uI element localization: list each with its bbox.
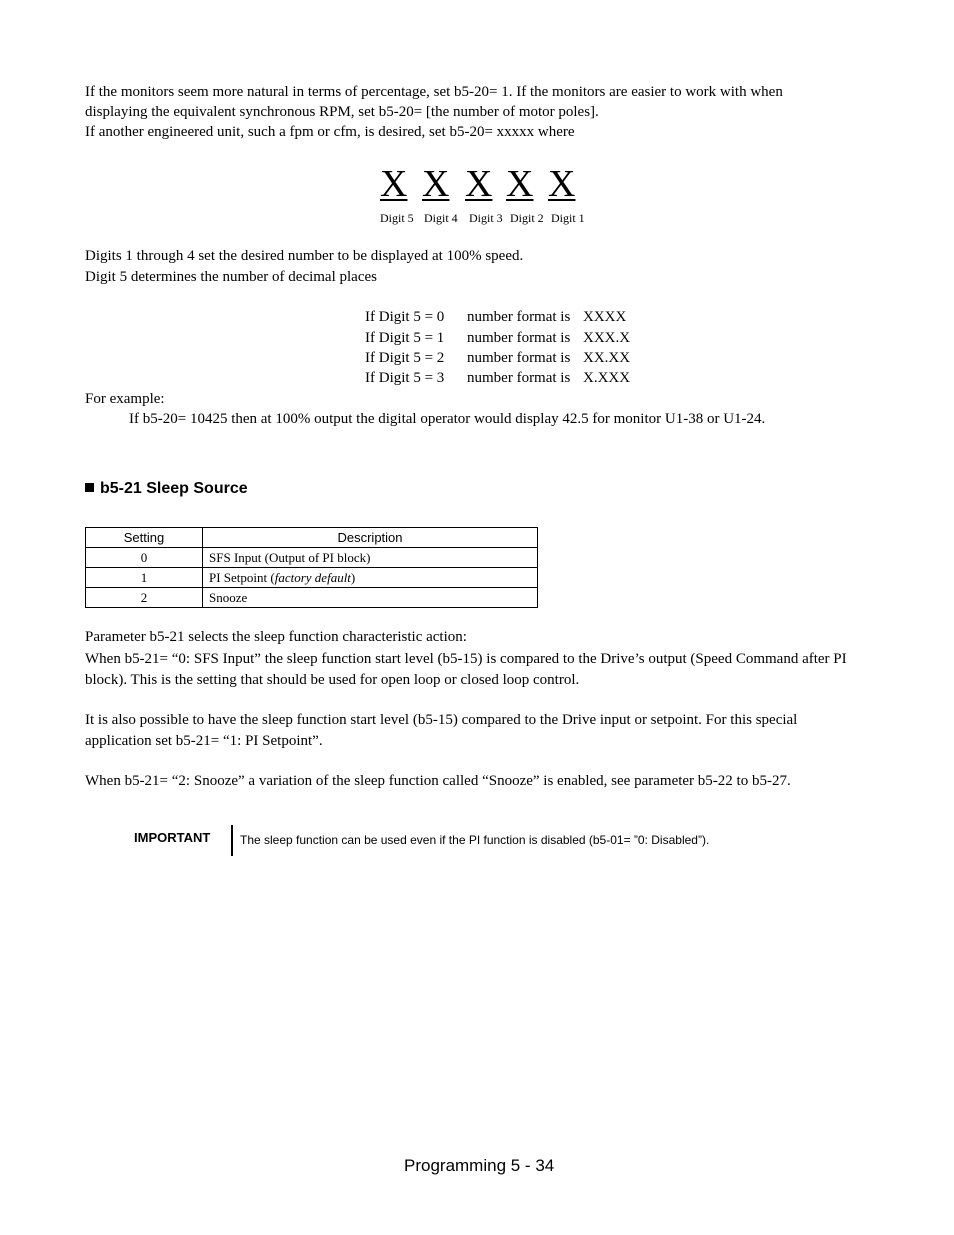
format-row: [365, 368, 630, 388]
digits-line-2: Digit 5 determines the number of decimal places: [85, 269, 377, 285]
intro-line-2: displaying the equivalent synchronous RPM, set b5-20= [the number of motor poles].: [85, 104, 599, 120]
body-p3-line-1: It is also possible to have the sleep function start level (b5-15) compared to the Drive input or setpoint. For this special: [85, 712, 798, 728]
digit-1-glyph: X: [548, 163, 576, 205]
section-title: b5-21 Sleep Source: [100, 480, 248, 497]
digit-2-label: Digit 2: [510, 211, 544, 225]
format-condition: If Digit 5 = 3: [365, 370, 445, 386]
digit-1-label: Digit 1: [551, 211, 585, 225]
digit-4-glyph: X: [422, 163, 450, 205]
format-label: number format is: [467, 309, 571, 325]
header-setting: Setting: [86, 528, 203, 548]
table-row: [86, 588, 538, 608]
section-heading: [85, 480, 248, 498]
format-label: number format is: [467, 370, 571, 386]
page-footer: Programming 5 - 34: [404, 1156, 555, 1175]
digit-diagram: [378, 164, 593, 226]
description-post: ): [350, 569, 356, 585]
format-label: number format is: [467, 350, 571, 366]
format-row: [365, 307, 626, 327]
digits-line-1: Digits 1 through 4 set the desired number to be displayed at 100% speed.: [85, 248, 524, 264]
intro-line-1: If the monitors seem more natural in terms of percentage, set b5-20= 1. If the monitors are easier to work with when: [85, 84, 783, 100]
header-description: Description: [203, 528, 538, 548]
digit-4-label: Digit 4: [424, 211, 458, 225]
format-value: XXX.X: [583, 330, 631, 346]
digit-3-label: Digit 3: [469, 211, 503, 225]
description-pre: PI Setpoint (: [209, 569, 275, 585]
format-label: number format is: [467, 330, 571, 346]
description-cell: SFS Input (Output of PI block): [203, 548, 538, 568]
format-value: X.XXX: [583, 370, 631, 386]
settings-table: [85, 527, 538, 608]
body-p2-line-2: block). This is the setting that should be used for open loop or closed loop control.: [85, 672, 580, 688]
intro-line-3: If another engineered unit, such a fpm or cfm, is desired, set b5-20= xxxxx where: [85, 124, 575, 140]
digit-2-glyph: X: [506, 163, 534, 205]
bullet-square-icon: [85, 483, 94, 492]
table-row: [86, 548, 538, 568]
example-label: For example:: [85, 391, 165, 407]
digit-3-glyph: X: [465, 163, 493, 205]
format-row: [365, 348, 630, 368]
important-divider: [231, 825, 233, 856]
table-row: [86, 568, 538, 588]
table-header-row: [86, 528, 538, 548]
important-label: IMPORTANT: [134, 830, 211, 845]
digit-5-label: Digit 5: [380, 211, 414, 225]
description-cell: [203, 568, 538, 588]
setting-cell: 0: [86, 548, 203, 568]
body-p2-line-1: When b5-21= “0: SFS Input” the sleep function start level (b5-15) is compared to the Drive’s output (Speed Command after PI: [85, 651, 847, 667]
description-italic: factory default: [274, 569, 351, 585]
digit-5-glyph: X: [380, 163, 408, 205]
format-value: XXXX: [583, 309, 627, 325]
important-text: The sleep function can be used even if the PI function is disabled (b5-01= ”0: Disabled”).: [240, 833, 710, 847]
setting-cell: 1: [86, 568, 203, 588]
format-row: [365, 328, 630, 348]
format-condition: If Digit 5 = 0: [365, 309, 445, 325]
body-p4: When b5-21= “2: Snooze” a variation of the sleep function called “Snooze” is enabled, see parameter b5-22 to b5-27.: [85, 773, 791, 789]
setting-cell: 2: [86, 588, 203, 608]
format-condition: If Digit 5 = 2: [365, 350, 445, 366]
format-condition: If Digit 5 = 1: [365, 330, 445, 346]
body-p1: Parameter b5-21 selects the sleep function characteristic action:: [85, 629, 467, 645]
format-value: XX.XX: [583, 350, 631, 366]
body-p3-line-2: application set b5-21= “1: PI Setpoint”.: [85, 733, 323, 749]
description-cell: Snooze: [203, 588, 538, 608]
example-text: If b5-20= 10425 then at 100% output the digital operator would display 42.5 for monitor U1-38 or U1-24.: [129, 411, 766, 427]
